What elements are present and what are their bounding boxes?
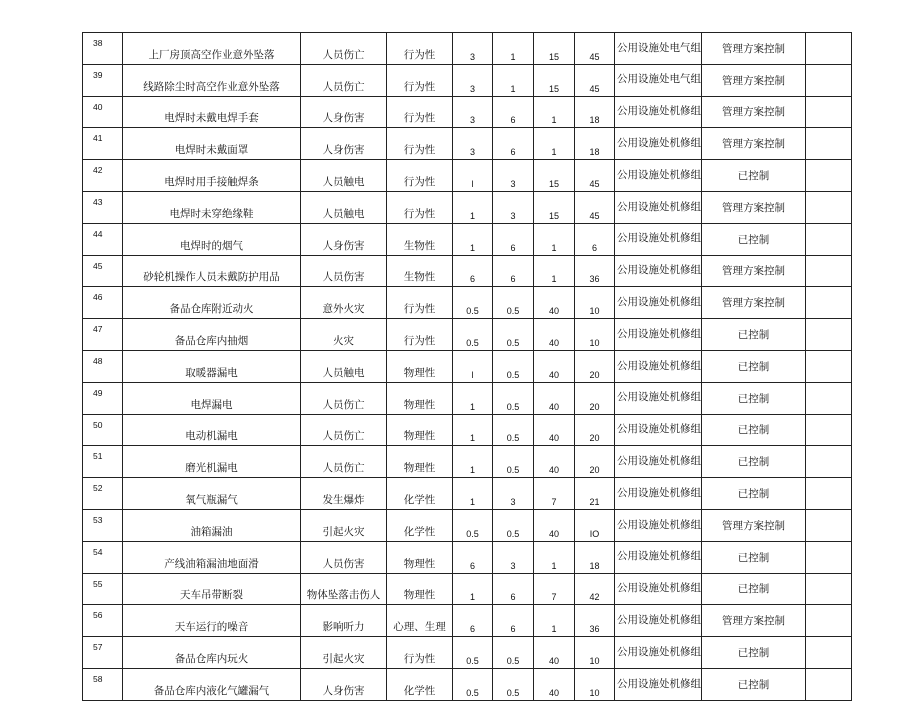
consequence-value: 7	[534, 478, 575, 510]
harm-type: 引起火灾	[301, 509, 387, 541]
likelihood-value: 1	[453, 382, 493, 414]
row-number: 49	[83, 382, 123, 414]
table-row	[83, 33, 852, 65]
exposure-value: 6	[493, 96, 534, 128]
responsible-department: 公用设施处电气组	[615, 33, 702, 65]
responsible-department: 公用设施处机修组	[615, 319, 702, 351]
row-number: 39	[83, 64, 123, 96]
table-row	[83, 573, 852, 605]
likelihood-value: 6	[453, 255, 493, 287]
consequence-value: 1	[534, 605, 575, 637]
control-status: 管理方案控制	[702, 33, 806, 65]
hazard-category: 行为性	[387, 287, 453, 319]
row-number: 53	[83, 509, 123, 541]
hazard-description: 备品仓库内抽烟	[123, 319, 301, 351]
consequence-value: 15	[534, 160, 575, 192]
responsible-department: 公用设施处机修组	[615, 160, 702, 192]
remarks-cell	[806, 191, 852, 223]
control-status: 管理方案控制	[702, 605, 806, 637]
row-number: 56	[83, 605, 123, 637]
responsible-department: 公用设施处机修组	[615, 414, 702, 446]
harm-type: 人员伤亡	[301, 414, 387, 446]
hazard-category: 行为性	[387, 637, 453, 669]
exposure-value: 6	[493, 255, 534, 287]
row-number: 43	[83, 191, 123, 223]
harm-type: 影响听力	[301, 605, 387, 637]
control-status: 管理方案控制	[702, 128, 806, 160]
likelihood-value: 1	[453, 446, 493, 478]
control-status: 已控制	[702, 382, 806, 414]
hazard-description: 砂轮机操作人员未戴防护用品	[123, 255, 301, 287]
responsible-department: 公用设施处机修组	[615, 573, 702, 605]
remarks-cell	[806, 668, 852, 700]
risk-score: 10	[575, 319, 615, 351]
exposure-value: 6	[493, 128, 534, 160]
remarks-cell	[806, 64, 852, 96]
row-number: 55	[83, 573, 123, 605]
hazard-category: 行为性	[387, 160, 453, 192]
control-status: 已控制	[702, 160, 806, 192]
responsible-department: 公用设施处机修组	[615, 96, 702, 128]
row-number: 58	[83, 668, 123, 700]
exposure-value: 6	[493, 223, 534, 255]
control-status: 管理方案控制	[702, 64, 806, 96]
risk-score: 18	[575, 541, 615, 573]
table-row	[83, 478, 852, 510]
risk-score: 18	[575, 128, 615, 160]
harm-type: 引起火灾	[301, 637, 387, 669]
risk-score: 20	[575, 446, 615, 478]
responsible-department: 公用设施处机修组	[615, 605, 702, 637]
exposure-value: 3	[493, 191, 534, 223]
consequence-value: 40	[534, 637, 575, 669]
hazard-description: 电焊时未戴面罩	[123, 128, 301, 160]
likelihood-value: 3	[453, 128, 493, 160]
responsible-department: 公用设施处机修组	[615, 637, 702, 669]
exposure-value: 0.5	[493, 319, 534, 351]
hazard-description: 线路除尘时高空作业意外坠落	[123, 64, 301, 96]
consequence-value: 1	[534, 96, 575, 128]
hazard-category: 化学性	[387, 668, 453, 700]
row-number: 50	[83, 414, 123, 446]
responsible-department: 公用设施处电气组	[615, 64, 702, 96]
likelihood-value: 3	[453, 33, 493, 65]
hazard-description: 电焊时用手接触焊条	[123, 160, 301, 192]
responsible-department: 公用设施处机修组	[615, 350, 702, 382]
risk-score: 45	[575, 33, 615, 65]
responsible-department: 公用设施处机修组	[615, 446, 702, 478]
risk-score: 36	[575, 605, 615, 637]
control-status: 管理方案控制	[702, 96, 806, 128]
table-row	[83, 414, 852, 446]
remarks-cell	[806, 128, 852, 160]
row-number: 47	[83, 319, 123, 351]
remarks-cell	[806, 287, 852, 319]
control-status: 已控制	[702, 573, 806, 605]
exposure-value: 0.5	[493, 446, 534, 478]
consequence-value: 40	[534, 668, 575, 700]
hazard-description: 电焊漏电	[123, 382, 301, 414]
table-row	[83, 287, 852, 319]
hazard-category: 生物性	[387, 223, 453, 255]
hazard-category: 化学性	[387, 478, 453, 510]
table-row	[83, 64, 852, 96]
hazard-category: 化学性	[387, 509, 453, 541]
row-number: 46	[83, 287, 123, 319]
hazard-description: 备品仓库内液化气罐漏气	[123, 668, 301, 700]
responsible-department: 公用设施处机修组	[615, 191, 702, 223]
hazard-description: 备品仓库附近动火	[123, 287, 301, 319]
remarks-cell	[806, 223, 852, 255]
exposure-value: 0.5	[493, 287, 534, 319]
table-row	[83, 96, 852, 128]
remarks-cell	[806, 605, 852, 637]
consequence-value: 40	[534, 382, 575, 414]
responsible-department: 公用设施处机修组	[615, 541, 702, 573]
control-status: 管理方案控制	[702, 191, 806, 223]
row-number: 45	[83, 255, 123, 287]
hazard-category: 行为性	[387, 33, 453, 65]
likelihood-value: 6	[453, 605, 493, 637]
risk-score: 18	[575, 96, 615, 128]
table-row	[83, 128, 852, 160]
exposure-value: 3	[493, 478, 534, 510]
harm-type: 人员触电	[301, 160, 387, 192]
consequence-value: 7	[534, 573, 575, 605]
hazard-description: 取暖器漏电	[123, 350, 301, 382]
control-status: 管理方案控制	[702, 287, 806, 319]
likelihood-value: 6	[453, 541, 493, 573]
hazard-description: 氧气瓶漏气	[123, 478, 301, 510]
harm-type: 人员触电	[301, 350, 387, 382]
hazard-description: 磨光机漏电	[123, 446, 301, 478]
responsible-department: 公用设施处机修组	[615, 287, 702, 319]
table-row	[83, 446, 852, 478]
hazard-description: 天车运行的噪音	[123, 605, 301, 637]
exposure-value: 6	[493, 605, 534, 637]
hazard-category: 物理性	[387, 414, 453, 446]
control-status: 已控制	[702, 541, 806, 573]
likelihood-value: 0.5	[453, 509, 493, 541]
control-status: 管理方案控制	[702, 509, 806, 541]
hazard-category: 行为性	[387, 96, 453, 128]
hazard-category: 物理性	[387, 541, 453, 573]
table-row	[83, 541, 852, 573]
table-row	[83, 350, 852, 382]
risk-score: 36	[575, 255, 615, 287]
harm-type: 人身伤害	[301, 96, 387, 128]
likelihood-value: l	[453, 350, 493, 382]
likelihood-value: 3	[453, 96, 493, 128]
harm-type: 人员触电	[301, 191, 387, 223]
likelihood-value: 3	[453, 64, 493, 96]
risk-score: 20	[575, 414, 615, 446]
row-number: 40	[83, 96, 123, 128]
remarks-cell	[806, 509, 852, 541]
responsible-department: 公用设施处机修组	[615, 128, 702, 160]
consequence-value: 40	[534, 446, 575, 478]
harm-type: 人身伤害	[301, 668, 387, 700]
hazard-description: 上厂房顶高空作业意外坠落	[123, 33, 301, 65]
risk-score: 6	[575, 223, 615, 255]
table-row	[83, 223, 852, 255]
hazard-category: 物理性	[387, 446, 453, 478]
hazard-category: 物理性	[387, 573, 453, 605]
hazard-table	[82, 32, 852, 701]
remarks-cell	[806, 33, 852, 65]
row-number: 38	[83, 33, 123, 65]
responsible-department: 公用设施处机修组	[615, 668, 702, 700]
consequence-value: 40	[534, 319, 575, 351]
harm-type: 人身伤害	[301, 128, 387, 160]
risk-score: 10	[575, 287, 615, 319]
responsible-department: 公用设施处机修组	[615, 255, 702, 287]
likelihood-value: 1	[453, 573, 493, 605]
harm-type: 人员伤害	[301, 541, 387, 573]
consequence-value: 40	[534, 350, 575, 382]
likelihood-value: 0.5	[453, 287, 493, 319]
hazard-description: 产线油箱漏油地面滑	[123, 541, 301, 573]
consequence-value: 40	[534, 287, 575, 319]
consequence-value: 1	[534, 541, 575, 573]
exposure-value: 0.5	[493, 382, 534, 414]
row-number: 57	[83, 637, 123, 669]
remarks-cell	[806, 160, 852, 192]
hazard-category: 生物性	[387, 255, 453, 287]
harm-type: 发生爆炸	[301, 478, 387, 510]
remarks-cell	[806, 319, 852, 351]
exposure-value: 1	[493, 33, 534, 65]
exposure-value: 0.5	[493, 350, 534, 382]
table-row	[83, 319, 852, 351]
exposure-value: 0.5	[493, 668, 534, 700]
hazard-category: 物理性	[387, 382, 453, 414]
harm-type: 人员伤亡	[301, 33, 387, 65]
row-number: 54	[83, 541, 123, 573]
row-number: 51	[83, 446, 123, 478]
control-status: 已控制	[702, 223, 806, 255]
control-status: 已控制	[702, 446, 806, 478]
table-row	[83, 191, 852, 223]
remarks-cell	[806, 414, 852, 446]
hazard-category: 物理性	[387, 350, 453, 382]
exposure-value: 3	[493, 160, 534, 192]
harm-type: 人员伤害	[301, 255, 387, 287]
risk-score: 20	[575, 350, 615, 382]
consequence-value: 15	[534, 33, 575, 65]
hazard-table-body	[83, 33, 852, 701]
hazard-description: 电焊时未戴电焊手套	[123, 96, 301, 128]
control-status: 已控制	[702, 350, 806, 382]
hazard-description: 油箱漏油	[123, 509, 301, 541]
table-row	[83, 637, 852, 669]
exposure-value: 1	[493, 64, 534, 96]
control-status: 已控制	[702, 414, 806, 446]
harm-type: 物体坠落击伤人	[301, 573, 387, 605]
remarks-cell	[806, 541, 852, 573]
hazard-category: 行为性	[387, 191, 453, 223]
exposure-value: 3	[493, 541, 534, 573]
consequence-value: 1	[534, 223, 575, 255]
table-row	[83, 605, 852, 637]
harm-type: 意外火灾	[301, 287, 387, 319]
responsible-department: 公用设施处机修组	[615, 223, 702, 255]
consequence-value: 15	[534, 191, 575, 223]
risk-score: 10	[575, 668, 615, 700]
row-number: 48	[83, 350, 123, 382]
hazard-category: 行为性	[387, 64, 453, 96]
consequence-value: 40	[534, 509, 575, 541]
row-number: 42	[83, 160, 123, 192]
hazard-description: 备品仓库内玩火	[123, 637, 301, 669]
table-row	[83, 509, 852, 541]
risk-score: 42	[575, 573, 615, 605]
likelihood-value: 1	[453, 191, 493, 223]
harm-type: 火灾	[301, 319, 387, 351]
hazard-description: 电焊时未穿绝缘鞋	[123, 191, 301, 223]
hazard-description: 天车吊带断裂	[123, 573, 301, 605]
hazard-category: 行为性	[387, 319, 453, 351]
harm-type: 人身伤害	[301, 223, 387, 255]
remarks-cell	[806, 255, 852, 287]
control-status: 管理方案控制	[702, 255, 806, 287]
harm-type: 人员伤亡	[301, 382, 387, 414]
consequence-value: 1	[534, 255, 575, 287]
row-number: 41	[83, 128, 123, 160]
risk-score: 10	[575, 637, 615, 669]
exposure-value: 0.5	[493, 637, 534, 669]
remarks-cell	[806, 478, 852, 510]
table-row	[83, 160, 852, 192]
table-row	[83, 382, 852, 414]
table-row	[83, 255, 852, 287]
remarks-cell	[806, 382, 852, 414]
responsible-department: 公用设施处机修组	[615, 382, 702, 414]
remarks-cell	[806, 573, 852, 605]
exposure-value: 0.5	[493, 509, 534, 541]
control-status: 已控制	[702, 478, 806, 510]
risk-score: 20	[575, 382, 615, 414]
control-status: 已控制	[702, 637, 806, 669]
risk-score: 45	[575, 64, 615, 96]
harm-type: 人员伤亡	[301, 446, 387, 478]
remarks-cell	[806, 350, 852, 382]
row-number: 52	[83, 478, 123, 510]
risk-score: 45	[575, 191, 615, 223]
likelihood-value: 1	[453, 223, 493, 255]
control-status: 已控制	[702, 668, 806, 700]
remarks-cell	[806, 637, 852, 669]
hazard-category: 行为性	[387, 128, 453, 160]
remarks-cell	[806, 96, 852, 128]
hazard-description: 电动机漏电	[123, 414, 301, 446]
consequence-value: 15	[534, 64, 575, 96]
likelihood-value: l	[453, 160, 493, 192]
risk-score: IO	[575, 509, 615, 541]
responsible-department: 公用设施处机修组	[615, 509, 702, 541]
consequence-value: 40	[534, 414, 575, 446]
row-number: 44	[83, 223, 123, 255]
likelihood-value: 0.5	[453, 319, 493, 351]
likelihood-value: 1	[453, 478, 493, 510]
harm-type: 人员伤亡	[301, 64, 387, 96]
control-status: 已控制	[702, 319, 806, 351]
hazard-description: 电焊时的烟气	[123, 223, 301, 255]
likelihood-value: 0.5	[453, 668, 493, 700]
exposure-value: 0.5	[493, 414, 534, 446]
consequence-value: 1	[534, 128, 575, 160]
responsible-department: 公用设施处机修组	[615, 478, 702, 510]
likelihood-value: 0.5	[453, 637, 493, 669]
likelihood-value: 1	[453, 414, 493, 446]
risk-score: 45	[575, 160, 615, 192]
hazard-category: 心理、生理	[387, 605, 453, 637]
risk-score: 21	[575, 478, 615, 510]
remarks-cell	[806, 446, 852, 478]
exposure-value: 6	[493, 573, 534, 605]
table-row	[83, 668, 852, 700]
